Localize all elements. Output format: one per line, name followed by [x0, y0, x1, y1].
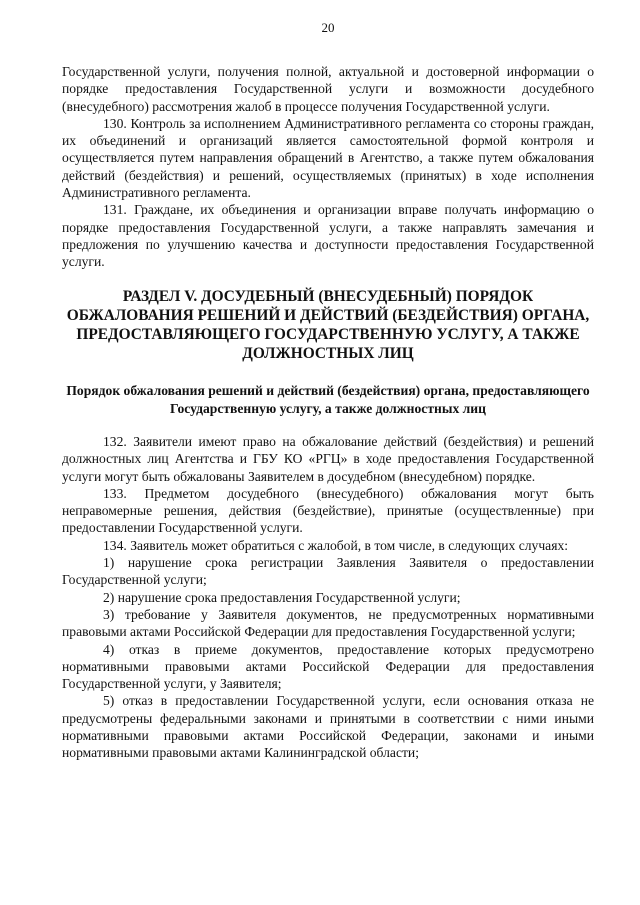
paragraph-continuation: Государственной услуги, получения полной, актуальной и достоверной информации о порядке предоставления Государственной услуги и возможности досудебного (внесудебного) рассмотрения жалоб в процессе получения Государственной услуги. — [62, 64, 594, 114]
paragraph-132: 132. Заявители имеют право на обжалование действий (бездействия) и решений должностных лиц Агентства и ГБУ КО «РГЦ» в ходе предоставления Государственной услуги могут быть обжалованы Заявителем в досудебном (внесудебном) порядке. — [62, 433, 594, 484]
section-title: РАЗДЕЛ V. ДОСУДЕБНЫЙ (ВНЕСУДЕБНЫЙ) ПОРЯДОК ОБЖАЛОВАНИЯ РЕШЕНИЙ И ДЕЙСТВИЙ (БЕЗДЕЙСТВИЯ) ОРГАНА, ПРЕДОСТАВЛЯЮЩЕГО ГОСУДАРСТВЕННУЮ УСЛУГУ, А ТАКЖЕ ДОЛЖНОСТНЫХ ЛИЦ — [66, 287, 590, 363]
document-page — [62, 0, 594, 905]
paragraph-131: 131. Граждане, их объединения и организации вправе получать информацию о порядке предоставления Государственной услуги, а также направлять замечания и предложения по улучшению качества и доступности предоставления Государственной услуги. — [62, 202, 594, 270]
list-item-3: 3) требование у Заявителя документов, не предусмотренных нормативными правовыми актами Российской Федерации для предоставления Государственной услуги; — [62, 606, 594, 640]
paragraph-130: 130. Контроль за исполнением Административного регламента со стороны граждан, их объединений и организаций является самостоятельной формой контроля и осуществляется путем направления обращений в Агентство, а также путем обжалования действий (бездействия) и решений, осуществляемых (принятых) в ходе исполнения Административного регламента. — [62, 115, 594, 201]
paragraph-133: 133. Предметом досудебного (внесудебного) обжалования могут быть неправомерные решения, действия (бездействие), принятые (осуществленные) при предоставлении Государственной услуги. — [62, 485, 594, 536]
document-body — [62, 63, 594, 762]
list-item-1: 1) нарушение срока регистрации Заявления Заявителя о предоставлении Государственной услуги; — [62, 555, 594, 588]
paragraph-134: 134. Заявитель может обратиться с жалобой, в том числе, в следующих случаях: — [103, 537, 569, 553]
subsection-title: Порядок обжалования решений и действий (бездействия) органа, предоставляющего Государственную услугу, а также должностных лиц — [66, 383, 590, 416]
list-item-5: 5) отказ в предоставлении Государственной услуги, если основания отказа не предусмотрены федеральными законами и принятыми в соответствии с ними иными нормативными правовыми актами Российской Федерации, законами и иными нормативными правовыми актами Калининградской области; — [62, 693, 594, 761]
list-item-2: 2) нарушение срока предоставления Государственной услуги; — [103, 589, 461, 605]
page-number: 20 — [321, 20, 335, 35]
list-item-4: 4) отказ в приеме документов, предоставление которых предусмотрено нормативными правовыми актами Российской Федерации для предоставления Государственной услуги, у Заявителя; — [62, 641, 594, 692]
